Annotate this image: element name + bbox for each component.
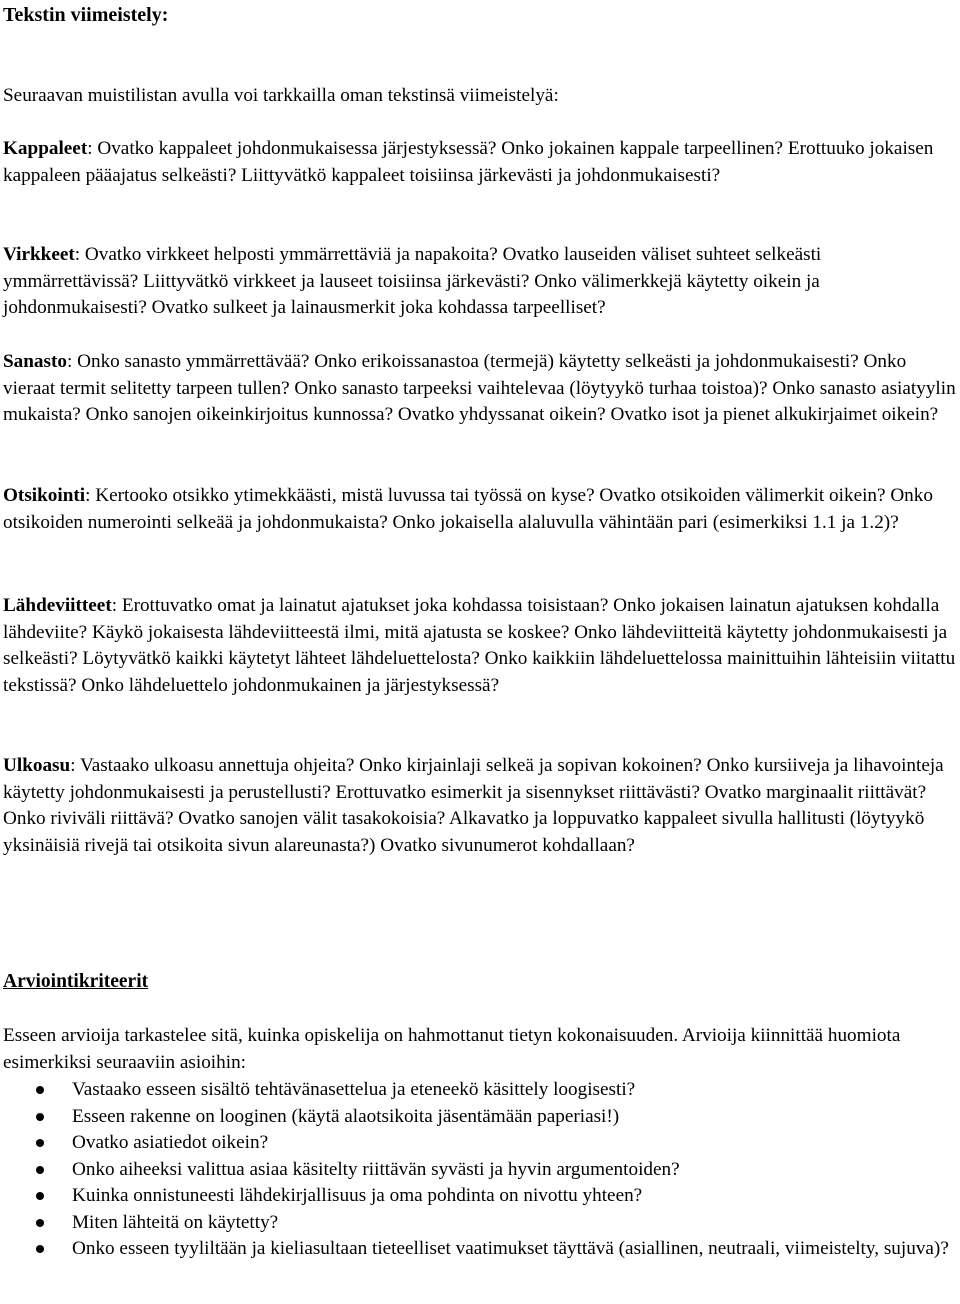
section-lead: Sanasto <box>3 351 67 372</box>
document-title: Tekstin viimeistely: <box>3 4 169 26</box>
intro-paragraph: Seuraavan muistilistan avulla voi tarkkailla oman tekstinsä viimeistelyä: <box>3 85 559 106</box>
list-item: Kuinka onnistuneesti lähdekirjallisuus ja oma pohdinta on nivottu yhteen? <box>3 1183 957 1210</box>
section-text: : Onko sanasto ymmärrettävää? Onko erikoissanastoa (termejä) käytetty selkeästi ja johdonmukaisesti? Onko vieraat termit selitetty tarpeen tullen? Onko sanasto tarpeeksi vaihtelevaa (löytyykö turhaa toistoa)? Onko sanasto asiatyylin mukaista? Onko sanojen oikeinkirjoitus kunnossa? Ovatko yhdyssanat oikein? Ovatko isot ja pienet alkukirjaimet oikein? <box>3 351 956 425</box>
section-text: : Vastaako ulkoasu annettuja ohjeita? Onko kirjainlaji selkeä ja sopivan kokoinen? Onko kursiiveja ja lihavointeja käytetty johdonmukaisesti ja perustellusti? Erottuvatko esimerkit ja sisennykset riittävästi? Ovatko marginaalit riittävät? Onko riviväli riittävä? Ovatko sanojen välit tasakokoisia? Alkavatko ja loppuvatko kappaleet sivulla hallitusti (löytyykö yksinäisiä rivejä tai otsikoita sivun alareunasta?) Ovatko sivunumerot kohdallaan? <box>3 755 944 856</box>
criteria-heading: Arviointikriteerit <box>3 971 149 992</box>
list-item: Ovatko asiatiedot oikein? <box>3 1130 957 1157</box>
list-item: Vastaako esseen sisältö tehtävänasettelua ja eteneekö käsittely loogisesti? <box>3 1077 957 1104</box>
section-kappaleet <box>3 136 957 189</box>
bullet-icon <box>36 1245 44 1253</box>
criteria-list <box>3 1077 957 1263</box>
bullet-icon <box>36 1086 44 1094</box>
section-ulkoasu <box>3 753 957 859</box>
section-text: : Erottuvatko omat ja lainatut ajatukset joka kohdassa toisistaan? Onko jokaisen lainatun ajatuksen kohdalla lähdeviite? Käykö jokaisesta lähdeviitteestä ilmi, mitä ajatusta se koskee? Onko lähdeviitteitä käytetty johdonmukaisesti ja selkeästi? Löytyvätkö kaikki käytetyt lähteet lähdeluettelosta? Onko kaikkiin lähdeluettelossa mainittuihin lähteisiin viitattu tekstissä? Onko lähdeluettelo johdonmukainen ja järjestyksessä? <box>3 595 956 696</box>
section-sanasto <box>3 349 957 429</box>
section-lead: Ulkoasu <box>3 755 71 776</box>
bullet-icon <box>36 1192 44 1200</box>
list-item: Onko esseen tyyliltään ja kieliasultaan tieteelliset vaatimukset täyttävä (asiallinen, neutraali, viimeistelty, sujuva)? <box>3 1236 957 1263</box>
bullet-icon <box>36 1166 44 1174</box>
list-item: Onko aiheeksi valittua asiaa käsitelty riittävän syvästi ja hyvin argumentoiden? <box>3 1157 957 1184</box>
list-item: Miten lähteitä on käytetty? <box>3 1210 957 1237</box>
section-lead: Kappaleet <box>3 138 88 159</box>
bullet-icon <box>36 1219 44 1227</box>
criteria-intro: Esseen arvioija tarkastelee sitä, kuinka opiskelija on hahmottanut tietyn kokonaisuuden. Arvioija kiinnittää huomiota esimerkiksi seuraaviin asioihin: <box>3 1025 901 1073</box>
section-text: : Ovatko virkkeet helposti ymmärrettäviä ja napakoita? Ovatko lauseiden väliset suhteet selkeästi ymmärrettävissä? Liittyvätkö virkkeet ja lauseet toisiinsa järkevästi? Onko välimerkkejä käytetty oikein ja johdonmukaisesti? Ovatko sulkeet ja lainausmerkit joka kohdassa tarpeelliset? <box>3 244 822 318</box>
bullet-icon <box>36 1113 44 1121</box>
section-lead: Virkkeet <box>3 244 75 265</box>
section-text: : Ovatko kappaleet johdonmukaisessa järjestyksessä? Onko jokainen kappale tarpeellinen? Erottuuko jokaisen kappaleen pääajatus selkeästi? Liittyvätkö kappaleet toisiinsa järkevästi ja johdonmukaisesti? <box>3 138 934 186</box>
bullet-icon <box>36 1139 44 1147</box>
list-item: Esseen rakenne on looginen (käytä alaotsikoita jäsentämään paperiasi!) <box>3 1104 957 1131</box>
section-virkkeet <box>3 242 957 322</box>
section-lahdeviitteet <box>3 593 957 699</box>
section-otsikointi <box>3 483 957 536</box>
section-lead: Otsikointi <box>3 485 86 506</box>
section-lead: Lähdeviitteet <box>3 595 112 616</box>
section-text: : Kertooko otsikko ytimekkäästi, mistä luvussa tai työssä on kyse? Ovatko otsikoiden välimerkit oikein? Onko otsikoiden numerointi selkeää ja johdonmukaista? Onko jokaisella alaluvulla vähintään pari (esimerkiksi 1.1 ja 1.2)? <box>3 485 933 533</box>
